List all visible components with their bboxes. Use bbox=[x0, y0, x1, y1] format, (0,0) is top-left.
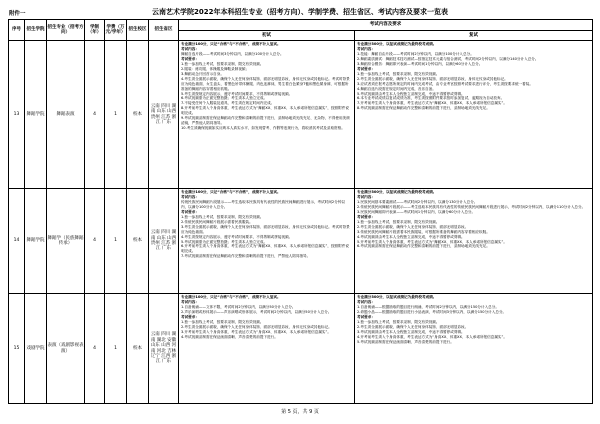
requirement-line: 5.考试视频录制需在保证画面清晰、声音清楚的前提下进行。 bbox=[357, 339, 454, 344]
requirement-line: 专业满分100分，只记“合格”与“不合格”，成绩不计入复试。 bbox=[181, 42, 281, 46]
cell-campus: 校本 bbox=[127, 41, 149, 189]
requirement-line: 考试内容： bbox=[357, 46, 375, 51]
header-exam-group: 考试内容及要求 bbox=[179, 20, 593, 31]
requirement-line: 2.考生须全面展示面貌，确保个人无任何身体装饰、面部无明显彩妆，身体无纹身或其他标记。 bbox=[181, 324, 332, 329]
cell-tuition: 1 bbox=[105, 41, 127, 189]
requirement-line: 考试内容： bbox=[181, 299, 199, 304]
cell-provinces: 云南 四川 湖南 山东 山西 贵州 江苏 浙江 广东 bbox=[149, 189, 179, 294]
requirement-line: 3.考生须全面展示面貌，确保个人无任何身体装饰、面部无明显彩妆，身体无纹身或其他标记。考试时背景应为纯色墙面。 bbox=[181, 224, 350, 234]
cell-duration: 4 bbox=[85, 41, 105, 189]
requirement-line: 专业满分100分，只记“合格”与“不合格”，成绩不计入复试。 bbox=[181, 295, 281, 299]
header-second-exam: 复试 bbox=[355, 31, 593, 41]
header-duration: 学制（年） bbox=[85, 20, 105, 41]
requirement-line: 6.开考前考生须入个身高体重，考生表达方式为“舞蹈XX、体重XX、本人承诺所报信息属实”，按照附件说明完成。 bbox=[181, 244, 349, 254]
cell-first-exam bbox=[179, 294, 355, 404]
requirement-line: 6.考试视频需为正面完整拍摄；考生须本人独立完成。 bbox=[181, 96, 268, 101]
requirement-line: 1.独一参加线上考试，按要求录制，限交有效视频。 bbox=[181, 61, 264, 66]
admissions-table bbox=[8, 19, 593, 404]
cell-campus: 校本 bbox=[127, 294, 149, 404]
requirement-line: 1.独一参加线上考试，按要求录制，限交有效视频。 bbox=[181, 319, 264, 324]
cell-seq: 14 bbox=[9, 189, 25, 294]
requirement-line: 专业满分300分，以复试成绩记为最终校考成绩。 bbox=[357, 42, 437, 46]
requirement-line: 4.考试视频录制需在保证画面清晰、声音清楚的前提下进行。 bbox=[181, 334, 278, 339]
requirement-line: 2.考生须全面展示面貌，确保个人无任何身体装饰、面部无明显彩妆，身体无纹身或其他标记。 bbox=[357, 76, 508, 81]
requirement-line: 2.考生须全面展示面貌，确保个人无任何身体装饰、面部无明显彩妆。 bbox=[357, 224, 469, 229]
requirement-line: 5.考试视频须由考生本人全程独立录制完成，中途不得暂停或剪辑。 bbox=[357, 91, 465, 96]
requirement-line: 2.传统民族民间舞蹈片段展示需着民族服装。 bbox=[181, 219, 253, 224]
cell-provinces: 云南 四川 湖南 山东 山西 贵州 江苏 浙江 广东 bbox=[149, 41, 179, 189]
requirement-line: 考试要求： bbox=[181, 209, 199, 214]
requirement-line: 7.考试视频录制需在保证舞蹈动作完整和清晰的前提下进行，严禁他人陪同指导。 bbox=[181, 254, 311, 259]
requirement-line: 1.独一参加线上考试，按要求录制，限交有效视频。 bbox=[357, 319, 440, 324]
header-provinces: 招生省区 bbox=[149, 20, 179, 41]
cell-major: 舞蹈表演 bbox=[47, 41, 85, 189]
requirement-line: 4.开考前考生须入个身高体重，考生表达方式为“身高XX、体重XX、本人承诺所报信息属实”。 bbox=[357, 334, 507, 339]
requirement-line: 6.考试视频录制需在保证舞蹈动作完整和清晰的前提下进行，录制场地须光线充足。 bbox=[357, 244, 490, 249]
requirement-line: 考试要求： bbox=[357, 314, 375, 319]
requirement-line: 4.考试视频须由考生本人全程独立录制完成，中途不得暂停或剪辑。 bbox=[357, 234, 465, 239]
cell-tuition: 1 bbox=[105, 294, 127, 404]
cell-second-exam bbox=[355, 294, 593, 404]
requirement-line: 2.考生须全面展示面貌，确保个人无任何身体装饰、面部无明显彩妆。 bbox=[357, 324, 469, 329]
requirement-line: 1.民族民间基本要素测试——考试时间2分钟以内，以满分130分计入总分。 bbox=[357, 199, 478, 204]
requirement-line: 1.技能：舞蹈自由片段——考试时间2分钟以内，以满分100分计入总分。 bbox=[357, 51, 474, 56]
requirement-line: 3.舞蹈综合模仿：舞蹈即兴表演—考试时间1分钟以内，以满分60分计入总分。 bbox=[357, 61, 483, 66]
header-campus: 招生校区 bbox=[127, 20, 149, 41]
cell-second-exam bbox=[355, 41, 593, 189]
cell-first-exam bbox=[179, 189, 355, 294]
requirement-line: 1.独一参加线上考试，按要求录制，限交有效视频。 bbox=[357, 71, 440, 76]
requirement-line: 2.服装：练功服、体操服及舞鞋录制视频； bbox=[181, 66, 250, 71]
requirement-line: 3.考试视频须由考生本人全程独立录制完成，中途不得暂停或剪辑。 bbox=[357, 329, 465, 334]
requirement-line: 1.独一参加线上考试，按要求录制，限交有效视频。 bbox=[357, 219, 440, 224]
cell-seq: 13 bbox=[9, 41, 25, 189]
requirement-line: 专业满分300分，以复试成绩记为最终校考成绩。 bbox=[357, 295, 437, 299]
requirement-line: 2.声乐演唱或形体展示——声乐演唱或形体展示，考试时间2分钟以内，以满分50分计入总分。 bbox=[181, 309, 332, 314]
requirement-line: 专业满分300分，以复试成绩记为最终校考成绩。 bbox=[357, 190, 437, 194]
requirement-line: 5.考试视频需为正面完整拍摄；考生须本人独立完成。 bbox=[181, 239, 268, 244]
requirement-line: 考试要求： bbox=[181, 314, 199, 319]
cell-major: 表演（戏剧影视表演） bbox=[47, 294, 85, 404]
requirement-line: 4.考生须按规定内容展示，遵守考试时间要求，不得剪辑或拼接视频。 bbox=[181, 234, 293, 239]
requirement-line: 考试要求： bbox=[357, 66, 375, 71]
requirement-line: 考试内容： bbox=[357, 299, 375, 304]
annex-label: 附件一 bbox=[9, 11, 26, 17]
cell-college: 戏剧学院 bbox=[25, 294, 47, 404]
requirement-line: 传统民族民间舞蹈片段展示——考生选取本民族具有代表性的民族民间舞蹈进行展示，考试时间2分钟以内，以满分100分计入总分。 bbox=[181, 199, 346, 209]
cell-seq: 15 bbox=[9, 294, 25, 404]
table-row bbox=[9, 41, 593, 189]
requirement-line: 3.民族民间舞蹈即兴表演——考试时间1分钟以内，以满分60分计入总分。 bbox=[357, 209, 476, 214]
cell-college: 舞蹈学院 bbox=[25, 41, 47, 189]
requirement-line: 7.不接受任何个人服装及道具，考生须在规定时间内完成。 bbox=[181, 101, 275, 106]
requirement-line: 考试内容： bbox=[357, 194, 375, 199]
requirement-line: 6.本专业考试成绩以复试成绩为准，考生须按照附件要求按时参加复试，逾期视为自动放弃。 bbox=[357, 96, 505, 101]
cell-major: 舞蹈学（民族舞蹈传承） bbox=[47, 189, 85, 294]
requirement-line: 8.开考前考生须入个身高体重，考生表达方式为“舞蹈XX、体重XX、本人承诺所报信息属实”，按照附件说明完成。 bbox=[181, 106, 349, 116]
cell-second-exam bbox=[355, 189, 593, 294]
cell-college: 舞蹈学院 bbox=[25, 189, 47, 294]
header-tuition: 学费（万元/学年） bbox=[105, 20, 127, 41]
requirement-line: 专业满分100分，只记“合格”与“不合格”，成绩不计入复试。 bbox=[181, 190, 281, 194]
requirement-line: 考试要求： bbox=[181, 56, 199, 61]
requirement-line: 3.传统民族民间舞蹈片段需着本民族服装，可根据所准备的舞蹈内容穿着相应软鞋。 bbox=[357, 229, 490, 234]
page-number: 第 5 页，共 9 页 bbox=[281, 409, 319, 415]
cell-tuition: 1 bbox=[105, 189, 127, 294]
requirement-line: 1.自备朗诵——根据抽取的题目进行朗诵，考试时间2分钟以内，以满分150分计入总分。 bbox=[357, 304, 499, 309]
requirement-line: 3.应试者须在报考志愿所规定的时间内完成考试，由专业考官按照考试要求进行评分，考生须按要求统一着装。 bbox=[357, 81, 533, 86]
requirement-line: 9.考试视频录制需在保证舞蹈动作完整和清晰的前提下进行，录制场地须光线充足、无杂物，不得使用美颜滤镜，严禁他人陪同指导。 bbox=[181, 116, 350, 126]
requirement-line: 考试内容： bbox=[181, 194, 199, 199]
header-first-exam: 初试 bbox=[179, 31, 355, 41]
requirement-line: 舞蹈自选片段——考试时间3分钟以内，以满分100分计入总分。 bbox=[181, 51, 284, 56]
requirement-line: 2.传统民族民间舞蹈片段展示——考生选取本民族具有代表性的传统民族民间舞蹈片段进行展示，考试时间2分钟以内，以满分110分计入总分。 bbox=[357, 204, 586, 209]
document-title: 云南艺术学院2022年本科招生专业（招考方向）、学制学费、招生省区、考试内容及要求一览表 bbox=[152, 8, 448, 16]
requirement-line: 3.舞蹈动念只回首示自身。 bbox=[181, 71, 224, 76]
cell-provinces: 云南 四川 湖南 湖北 安徽 山东 山西 河南 河北 吉林 辽宁 江西 浙江 广东 bbox=[149, 294, 179, 404]
requirement-line: 5.考生须按规定内容展示，遵守考试时间要求，不得剪辑或拼接视频。 bbox=[181, 91, 293, 96]
table-row bbox=[9, 189, 593, 294]
requirement-line: 3.开考前考生须入个身高体重，考生表达方式为“身高XX、体重XX、本人承诺所报信息属实”。 bbox=[181, 329, 331, 334]
requirement-line: 2.命题小品——根据抽取的题目进行小品表演，考试时间3分钟以内，以满分150分计入总分。 bbox=[357, 309, 507, 314]
header-major: 招生专业（招考方向） bbox=[47, 20, 85, 41]
requirement-line: 考试要求： bbox=[357, 214, 375, 219]
requirement-line: 8.考试视频录制需在保证舞蹈动作完整和清晰的前提下进行，录制场地须光线充足。 bbox=[357, 106, 490, 111]
cell-duration: 4 bbox=[85, 294, 105, 404]
table-row bbox=[9, 294, 593, 404]
cell-campus: 校本 bbox=[127, 189, 149, 294]
requirement-line: 1.独一参加线上考试，按要求录制，限交有效视频。 bbox=[181, 214, 264, 219]
cell-duration: 4 bbox=[85, 189, 105, 294]
requirement-line: 7.开考前考生须入个身高体重，考生表达方式为“舞蹈XX、体重XX、本人承诺所报信息属实”。 bbox=[357, 101, 507, 106]
requirement-line: 1.自备朗诵——文体不限，考试时间2分钟以内，以满分50分计入总分。 bbox=[181, 304, 296, 309]
header-seq: 序号 bbox=[9, 20, 25, 41]
requirement-line: 2.舞蹈素质测试：舞蹈技术技巧测试—按指定技术元素与组合测试，考试时间2分钟以内，以满分140分计入总分。 bbox=[357, 56, 539, 61]
requirement-line: 10.考生须确保视频如实反映本人真实水平，如发现替考、作假等违规行为，将取消其考试及录取资格。 bbox=[181, 126, 345, 131]
requirement-line: 5.开考前考生须入个身高体重，考生表达方式为“舞蹈XX、体重XX、本人承诺所报信息属实”。 bbox=[357, 239, 507, 244]
requirement-line: 4.舞蹈自选片段需在规定时间内完成，音乐自备。 bbox=[357, 86, 436, 91]
cell-first-exam bbox=[179, 41, 355, 189]
requirement-line: 考试内容： bbox=[181, 46, 199, 51]
requirement-line: 4.考生须全面展示面貌，确保个人无任何身体装饰、面部无明显彩妆，身体无纹身或其他标记。考试时背景应为纯色墙面，女生盘头、着黑色吊带体操服、肉色连裤袜，男生着白色紧身T恤和黑色紧身裤，可根据所准备的舞蹈内容穿着相应软鞋。 bbox=[181, 76, 350, 91]
header-college: 招生学院 bbox=[25, 20, 47, 41]
